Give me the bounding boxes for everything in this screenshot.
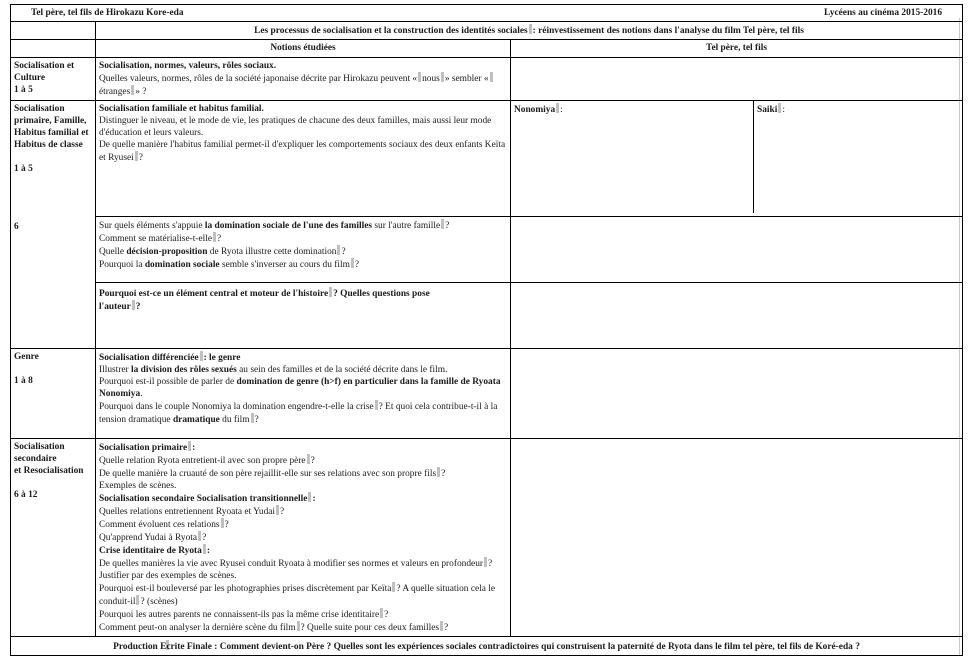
text: Quelles relations entretiennent Ryoata et Yudai — [99, 507, 276, 517]
theme-label-line: Socialisation et — [14, 61, 75, 71]
answer-cell-split — [511, 101, 963, 217]
program-title: Lycéens au cinéma 2015-2016 — [511, 5, 963, 22]
nbsp-marker — [198, 531, 201, 541]
nbsp-marker — [135, 151, 138, 161]
notions-cell — [96, 217, 511, 283]
text: Quelles valeurs, normes, rôles de la société japonaise décrite par Hirokazu peuvent « — [99, 74, 418, 84]
notion-title: Socialisation familiale et habitus familial. — [99, 104, 264, 114]
text: semble s'inverser au cours du film — [219, 260, 350, 270]
notion-question — [99, 400, 507, 426]
nbsp-marker — [131, 85, 134, 95]
notion-question — [99, 467, 507, 480]
text: Quelle — [99, 247, 127, 257]
text: : — [192, 443, 196, 453]
text: Pourquoi les autres parents ne connaissent-ils pas la même crise identitaire — [99, 610, 380, 620]
text: ? Quelle suite pour ces deux familles — [300, 623, 440, 633]
text: Sur quels éléments s'appuie — [99, 221, 205, 231]
notion-title — [99, 441, 507, 454]
text: sur l'autre famille — [372, 221, 441, 231]
nbsp-marker — [200, 351, 203, 361]
nbsp-marker — [221, 518, 224, 528]
text: » ? — [135, 87, 147, 97]
nbsp-marker — [484, 557, 487, 567]
text: du film — [219, 415, 250, 425]
text: ? Quelles questions pose — [333, 289, 430, 299]
nbsp-marker — [203, 544, 206, 554]
notions-cell — [96, 58, 511, 101]
nbsp-marker — [375, 400, 378, 410]
nbsp-marker — [329, 287, 332, 297]
text: la domination sociale de l'une des familles — [204, 221, 373, 231]
notion-question — [99, 72, 507, 98]
table-row-domination — [11, 217, 963, 283]
chapter-range: 1 à 5 — [14, 85, 33, 95]
answer-cell[interactable] — [511, 439, 963, 637]
text: De quelle manière l'habitus familial permet-il d'expliquer les comportements sociaux des deux enfants Keïta et Ryusei — [99, 140, 506, 163]
text: dramatique — [172, 415, 220, 425]
family-label-saiki: Saiki — [757, 105, 778, 115]
notion-title: Socialisation, normes, valeurs, rôles sociaux. — [99, 61, 277, 71]
text: au sein des familles et de la société décrite dans le film. — [236, 365, 448, 375]
text: sembler « — [451, 74, 489, 84]
table-row-famille — [11, 101, 963, 217]
text: ? A quelle situation cela le conduit-il — [99, 584, 496, 607]
text: : — [782, 105, 785, 115]
text: la division des rôles sexués — [131, 365, 237, 375]
subtitle-row — [11, 22, 963, 40]
answer-saiki[interactable] — [754, 101, 962, 213]
notion-question — [99, 232, 507, 245]
notion-text: Exemples de scènes. — [99, 481, 177, 491]
notions-cell — [96, 349, 511, 439]
theme-label-line: Socialisation — [14, 442, 65, 452]
nbsp-marker — [297, 621, 300, 631]
notion-question — [99, 505, 507, 518]
text: étranges — [99, 87, 131, 97]
nbsp-marker — [251, 413, 254, 423]
theme-label-text: Socialisation primaire, Famille, Habitus familial et Habitus de classe — [14, 104, 89, 150]
theme-label-text: Genre — [14, 352, 39, 362]
nbsp-marker — [188, 441, 191, 451]
theme-label — [11, 58, 96, 101]
nbsp-marker — [437, 467, 440, 477]
text: ? — [445, 221, 450, 231]
nbsp-marker — [441, 72, 444, 82]
text: De quelles manières la vie avec Ryusei conduit Ryoata à modifier ses normes et valeurs en profondeur — [99, 559, 484, 569]
text: ? — [384, 610, 389, 620]
nbsp-marker — [418, 72, 421, 82]
nbsp-marker — [276, 505, 279, 515]
text: Comment peut-on analyser la dernière scène du film — [99, 623, 296, 633]
column-header-film: Tel père, tel fils — [511, 40, 963, 58]
notion-question — [99, 557, 507, 582]
subtitle-part: : réinvestissement des notions dans l'analyse du film Tel père, tel fils — [532, 26, 804, 36]
notion-question — [99, 608, 507, 621]
text: Production E — [113, 642, 167, 652]
answer-nonomiya[interactable] — [511, 101, 754, 213]
theme-label — [11, 101, 96, 349]
answer-cell[interactable] — [511, 283, 963, 349]
chapter-range: 1 à 5 — [14, 164, 33, 174]
notions-cell — [96, 439, 511, 637]
text: Pourquoi la — [99, 260, 145, 270]
nbsp-marker — [132, 300, 135, 310]
text: domination de genre (h>f) en particulier dans la famille de Ryoata Nonomiya — [99, 377, 501, 399]
text: ? — [224, 520, 229, 530]
text: de Ryota illustre cette domination — [207, 247, 337, 257]
text: ? — [254, 415, 259, 425]
answer-cell[interactable] — [511, 349, 963, 439]
chapter-range: 6 à 12 — [14, 490, 38, 500]
notions-cell — [96, 283, 511, 349]
answer-cell[interactable] — [511, 58, 963, 101]
notion-question — [99, 531, 507, 544]
text: : — [312, 494, 316, 504]
notion-title — [99, 544, 507, 557]
text: ? — [216, 234, 222, 244]
theme-label-line: secondaire — [14, 454, 57, 464]
text: ? Et quoi cela contribue-t-il à la tension dramatique — [99, 402, 498, 425]
nbsp-marker — [778, 103, 781, 113]
text: ? — [138, 153, 143, 163]
final-assignment — [11, 637, 963, 656]
nbsp-marker — [307, 454, 310, 464]
table-row-central — [11, 283, 963, 349]
text: Socialisation primaire — [99, 443, 188, 453]
nbsp-marker — [351, 258, 354, 268]
nbsp-marker — [213, 232, 216, 242]
text: Crise identitaire de Ryota — [99, 546, 202, 556]
theme-label-line: Culture — [14, 73, 46, 83]
text: Socialisation secondaire Socialisation transitionnelle — [99, 494, 308, 504]
column-header-notions: Notions étudiées — [96, 40, 511, 58]
notions-cell — [96, 101, 511, 217]
text: crite Finale : Comment devient-on Père ? Quelles sont les expériences sociales contradictoires qui construisent la paternité de Ryota dans le film tel père, tel fils de Koré-eda ? — [166, 642, 860, 652]
nbsp-marker — [380, 608, 383, 618]
subtitle — [96, 22, 963, 40]
text: Pourquoi est-il bouleversé par les photographies prises discrètement par Keïta — [99, 584, 392, 594]
text: ? — [202, 533, 207, 543]
text: Illustrer — [99, 365, 132, 375]
notion-question — [99, 287, 507, 300]
text: ? Justifier par des exemples de scènes. — [99, 559, 493, 581]
text: Quelle relation Ryota entretient-il avec son propre père — [99, 456, 306, 466]
family-label-nonomiya: Nonomiya — [514, 105, 556, 115]
notion-text: Distinguer le niveau, et le mode de vie, les pratiques de chacune des deux familles, mais aussi leur mode d'éducation et leurs valeurs. — [99, 116, 492, 138]
text: ? — [354, 260, 360, 270]
title-row — [11, 5, 963, 22]
text: : — [560, 105, 563, 115]
text: Qu'apprend Yudai à Ryota — [99, 533, 198, 543]
text: ? (scènes) — [140, 597, 178, 607]
text: décision-proposition — [126, 247, 208, 257]
theme-label-line: et Resocialisation — [14, 466, 84, 476]
table-row-secondaire — [11, 439, 963, 637]
text: ? — [280, 507, 285, 517]
text: » — [444, 74, 450, 84]
text: ? — [341, 247, 346, 257]
nbsp-marker — [392, 582, 395, 592]
text: l'auteur — [99, 302, 131, 312]
nbsp-marker — [308, 492, 311, 502]
text: . — [140, 389, 143, 399]
notion-question — [99, 258, 507, 271]
answer-cell[interactable] — [511, 217, 963, 283]
text: Pourquoi est-il possible de parler de — [99, 377, 237, 387]
nbsp-marker — [136, 595, 139, 605]
notion-question — [99, 621, 507, 634]
worksheet-table — [10, 4, 963, 656]
notion-question — [99, 582, 507, 608]
theme-label — [11, 349, 96, 439]
text: ? — [441, 469, 446, 479]
text: De quelle manière la cruauté de son père rejaillit-elle sur ses relations avec son propre fils — [99, 469, 437, 479]
table-row-genre — [11, 349, 963, 439]
subtitle-part: Les processus de socialisation et la construction des identités sociales — [254, 26, 528, 36]
table-row-culture — [11, 58, 963, 101]
nbsp-marker — [440, 621, 443, 631]
text: Pourquoi est-ce un élément central et moteur de l'histoire — [99, 289, 329, 299]
text: : — [206, 546, 210, 556]
document-title: Tel père, tel fils de Hirokazu Kore-eda — [11, 5, 511, 22]
text: Socialisation différenciée — [99, 353, 199, 363]
text: nous — [422, 74, 440, 84]
chapter-range: 6 — [14, 222, 19, 232]
nbsp-marker — [441, 219, 444, 229]
empty-cell — [11, 40, 96, 58]
text: : le genre — [203, 353, 241, 363]
theme-label — [11, 439, 96, 637]
notion-question — [99, 139, 507, 164]
nbsp-marker — [529, 24, 532, 34]
notion-question — [99, 518, 507, 531]
final-assignment-row — [11, 637, 963, 656]
text: ? — [444, 623, 449, 633]
text: domination sociale — [144, 260, 220, 270]
text: ? — [135, 302, 141, 312]
notion-text — [99, 364, 507, 376]
nbsp-marker — [556, 103, 559, 113]
text: ? — [310, 456, 315, 466]
notion-question — [99, 300, 507, 313]
column-header-row — [11, 40, 963, 58]
notion-question — [99, 245, 507, 258]
notion-question — [99, 454, 507, 467]
notion-title — [99, 492, 507, 505]
notion-title — [99, 351, 507, 364]
empty-cell — [11, 22, 96, 40]
notion-question — [99, 219, 507, 232]
text: Pourquoi dans le couple Nonomiya la domination engendre-t-elle la crise — [99, 402, 374, 412]
chapter-range: 1 à 8 — [14, 376, 33, 386]
text: Comment évoluent ces relations — [99, 520, 220, 530]
text: Comment se matérialise-t-elle — [99, 234, 212, 244]
nbsp-marker — [490, 72, 493, 82]
notion-question — [99, 376, 507, 400]
